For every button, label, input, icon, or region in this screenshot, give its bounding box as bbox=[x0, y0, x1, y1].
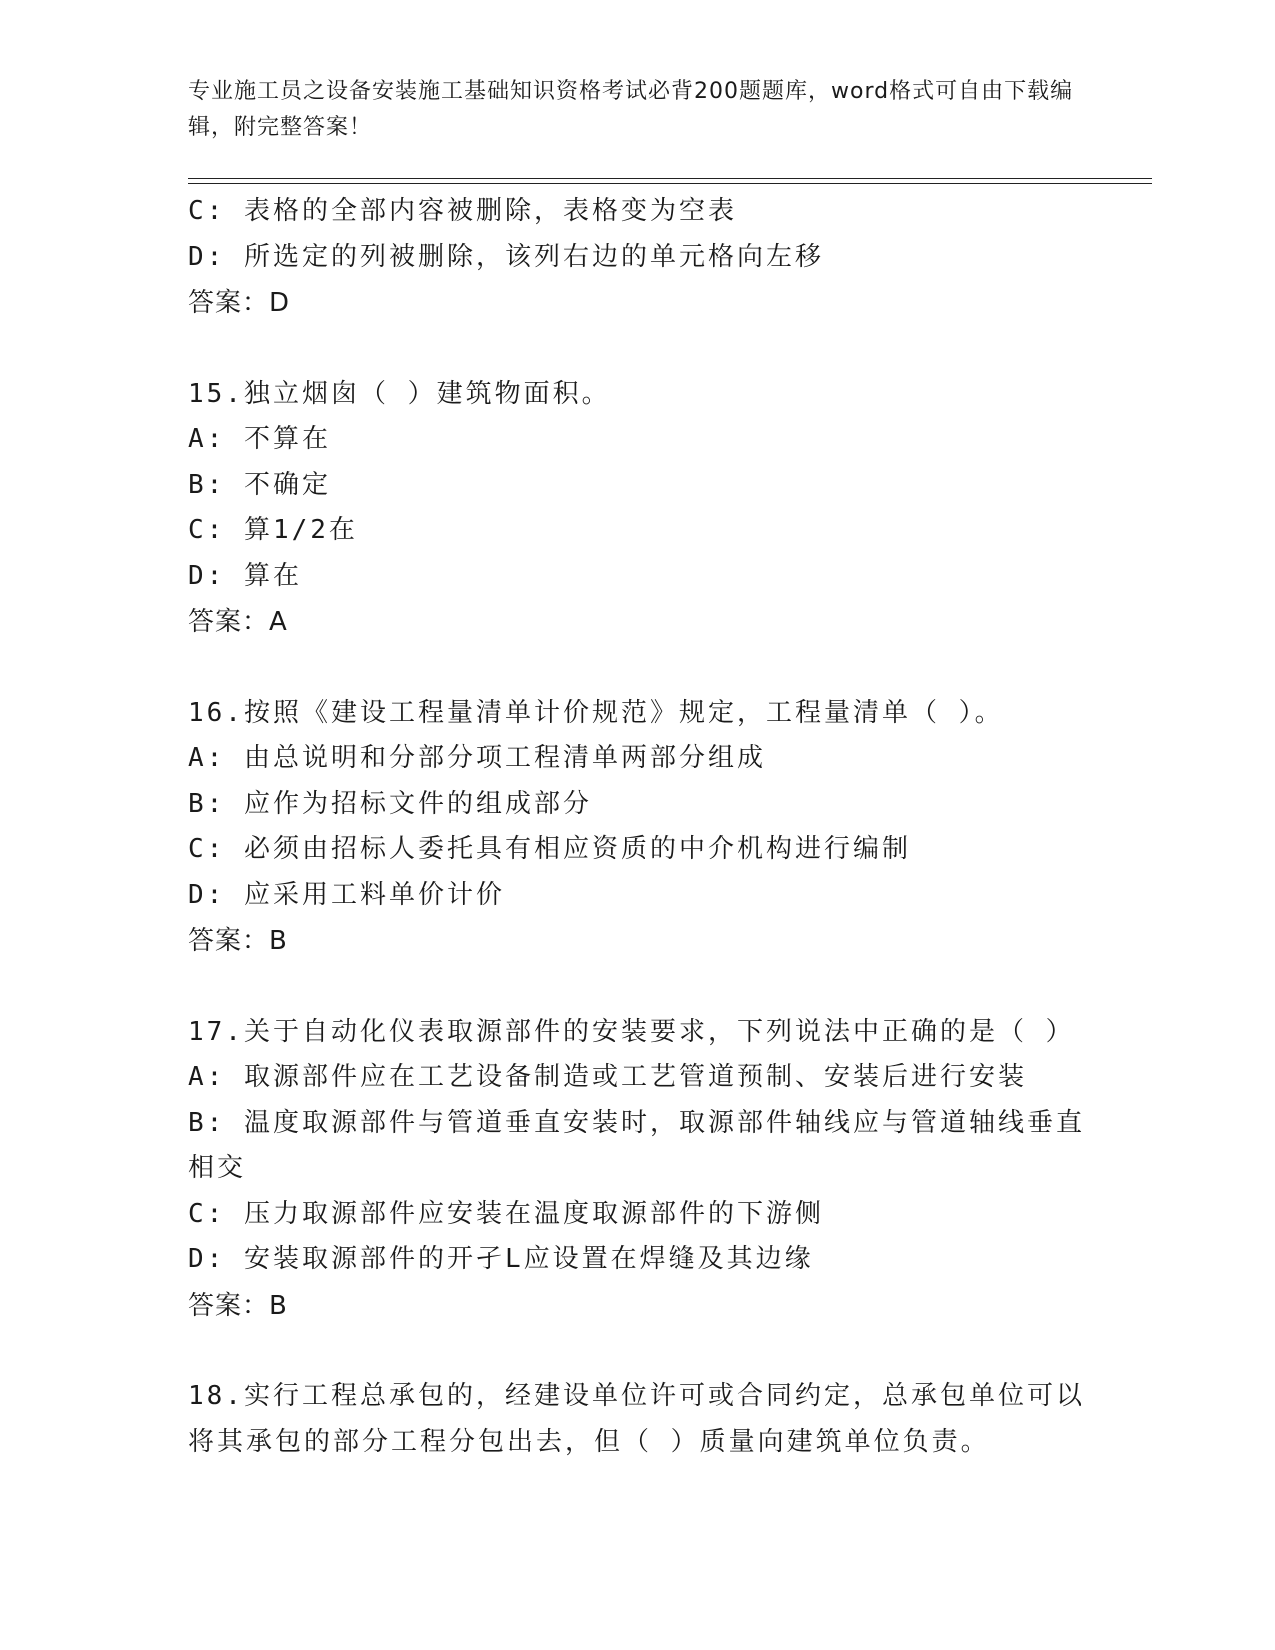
question-block-15 bbox=[188, 372, 1078, 646]
header-divider-bottom bbox=[188, 183, 1152, 184]
option-b: B: 应作为招标文件的组成部分 bbox=[188, 788, 592, 819]
question-block-16 bbox=[188, 691, 1078, 965]
spacer bbox=[188, 326, 1078, 372]
option-d: D: 所选定的列被删除，该列右边的单元格向左移 bbox=[188, 241, 824, 272]
option-b: B: 温度取源部件与管道垂直安装时，取源部件轴线应与管道轴线垂直 bbox=[188, 1107, 1085, 1138]
option-c: C: 表格的全部内容被删除，表格变为空表 bbox=[188, 196, 737, 226]
option-d: D: 算在 bbox=[188, 560, 302, 591]
spacer bbox=[188, 645, 1078, 691]
option-a: A: 取源部件应在工艺设备制造或工艺管道预制、安装后进行安装 bbox=[188, 1062, 1027, 1092]
option-c: C: 算1/2在 bbox=[188, 515, 358, 545]
option-b: B: 不确定 bbox=[188, 469, 331, 500]
spacer bbox=[188, 964, 1078, 1010]
question-text: 18.实行工程总承包的，经建设单位许可或合同约定，总承包单位可以 bbox=[188, 1381, 1085, 1411]
question-text: 17.关于自动化仪表取源部件的安装要求，下列说法中正确的是（ ） bbox=[188, 1016, 1075, 1047]
option-a: A: 不算在 bbox=[188, 424, 331, 454]
question-block-17 bbox=[188, 1010, 1085, 1329]
question-block-prev bbox=[188, 189, 1078, 326]
question-block-18 bbox=[188, 1374, 1085, 1465]
option-d: D: 安装取源部件的开孑L应设置在焊缝及其边缘 bbox=[188, 1244, 814, 1274]
document-header bbox=[188, 74, 1078, 146]
question-text-continued: 将其承包的部分工程分包出去，但（ ）质量向建筑单位负责。 bbox=[188, 1426, 990, 1457]
question-text: 15.独立烟囱（ ）建筑物面积。 bbox=[188, 378, 611, 409]
answer-label: 答案：B bbox=[188, 926, 288, 956]
document-title: 专业施工员之设备安装施工基础知识资格考试必背200题题库，word格式可自由下载编辑，附完整答案！ bbox=[188, 79, 1074, 140]
spacer bbox=[188, 1329, 1078, 1375]
option-b-continued: 相交 bbox=[188, 1153, 247, 1183]
option-c: C: 必须由招标人委托具有相应资质的中介机构进行编制 bbox=[188, 834, 911, 864]
answer-label: 答案：B bbox=[188, 1290, 288, 1321]
question-text: 16.按照《建设工程量清单计价规范》规定，工程量清单（ ）。 bbox=[188, 697, 1004, 728]
question-list bbox=[188, 189, 1085, 1465]
answer-label: 答案：D bbox=[188, 288, 291, 318]
option-a: A: 由总说明和分部分项工程清单两部分组成 bbox=[188, 743, 766, 773]
option-c: C: 压力取源部件应安装在温度取源部件的下游侧 bbox=[188, 1198, 824, 1229]
answer-label: 答案：A bbox=[188, 607, 288, 637]
header-divider-top bbox=[188, 178, 1152, 179]
option-d: D: 应采用工料单价计价 bbox=[188, 879, 505, 910]
